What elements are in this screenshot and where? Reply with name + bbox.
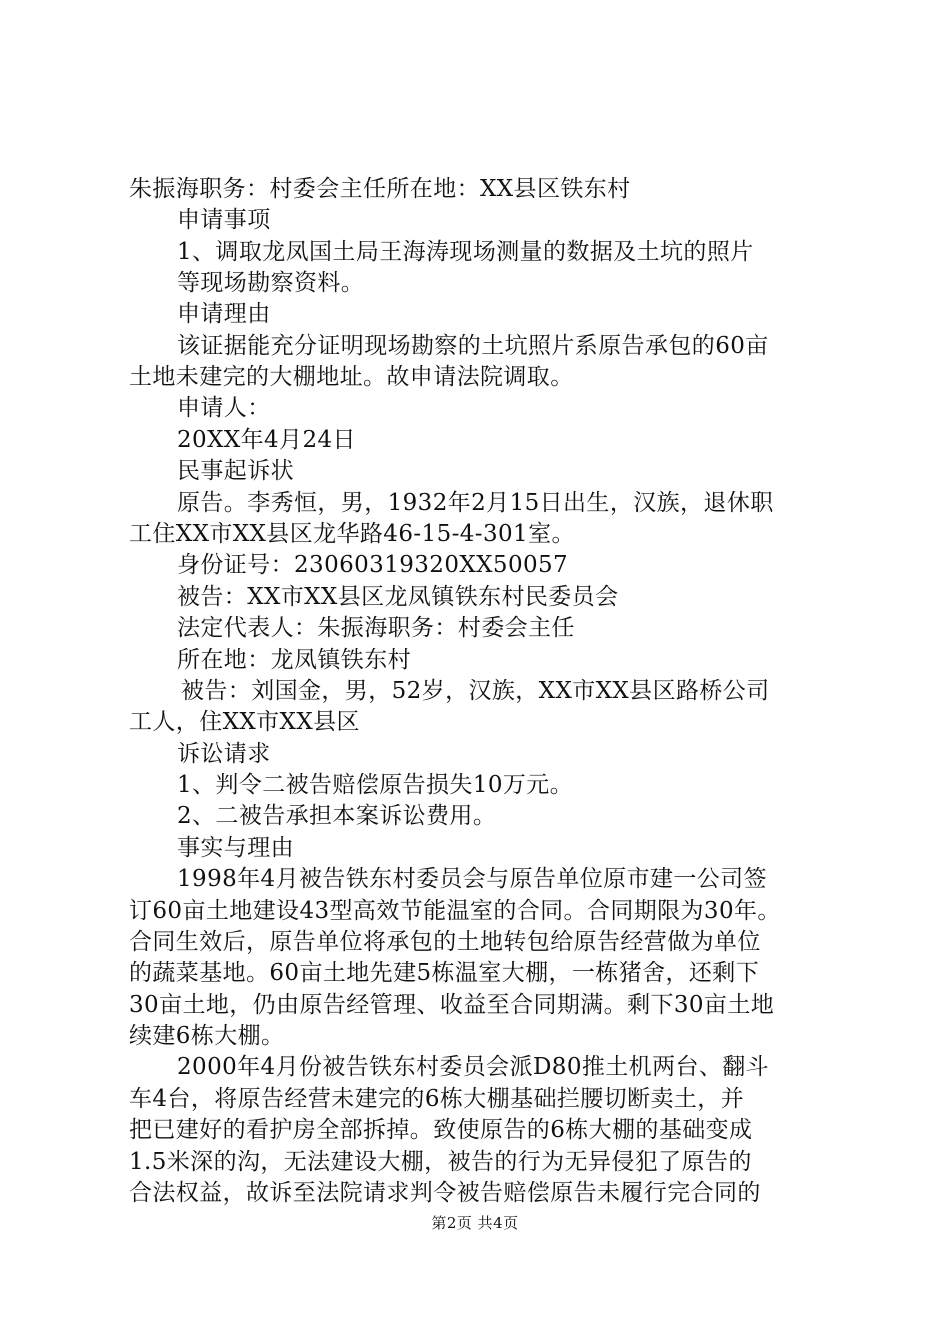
text-line: 工住XX市XX县区龙华路46-15-4-301室。 [129,521,575,547]
text-line: 1、判令二被告赔偿原告损失10万元。 [177,772,574,798]
text-line: 的蔬菜基地。60亩土地先建5栋温室大棚，一栋猪舍，还剩下 [129,960,760,986]
text-line: 工人，住XX市XX县区 [129,709,360,735]
text-line: 2、二被告承担本案诉讼费用。 [177,803,497,829]
text-line: 1998年4月被告铁东村委员会与原告单位原市建一公司签 [177,866,767,892]
text-line: 被告：XX市XX县区龙凤镇铁东村民委员会 [177,584,619,610]
text-line: 1.5米深的沟，无法建设大棚，被告的行为无异侵犯了原告的 [129,1149,752,1175]
section-heading: 申请理由 [177,301,271,327]
text-line: 土地未建完的大棚地址。故申请法院调取。 [129,364,574,390]
text-line: 2000年4月份被告铁东村委员会派D80推土机两台、翻斗 [177,1054,770,1080]
page-footer [0,1213,950,1233]
section-heading: 民事起诉状 [177,458,294,484]
text-line: 法定代表人：朱振海职务：村委会主任 [177,615,575,641]
text-line: 30亩土地，仍由原告经管理、收益至合同期满。剩下30亩土地 [129,992,775,1018]
text-line: 原告。李秀恒，男，1932年2月15日出生，汉族，退休职 [177,490,774,516]
section-heading: 诉讼请求 [177,741,271,767]
text-line: 朱振海职务：村委会主任所在地：XX县区铁东村 [129,176,631,202]
text-line: 1、调取龙凤国土局王海涛现场测量的数据及土坑的照片 [177,239,754,265]
text-line: 该证据能充分证明现场勘察的土坑照片系原告承包的60亩 [177,333,769,359]
page-number-indicator: 第2页 共4页 [431,1214,519,1232]
text-line: 等现场勘察资料。 [177,270,365,296]
section-heading: 申请事项 [177,207,271,233]
text-line: 合法权益，故诉至法院请求判令被告赔偿原告未履行完合同的 [129,1180,761,1206]
text-line: 订60亩土地建设43型高效节能温室的合同。合同期限为30年。 [129,898,781,924]
text-line: 所在地：龙凤镇铁东村 [177,647,411,673]
text-line: 把已建好的看护房全部拆掉。致使原告的6栋大棚的基础变成 [129,1117,753,1143]
text-line: 被告：刘国金，男，52岁，汉族，XX市XX县区路桥公司 [181,678,770,704]
text-line: 车4台，将原告经营未建完的6栋大棚基础拦腰切断卖土，并 [129,1086,745,1112]
text-line: 申请人： [177,395,271,421]
text-line: 合同生效后，原告单位将承包的土地转包给原告经营做为单位 [129,929,761,955]
text-line: 20XX年4月24日 [177,427,356,453]
text-line: 续建6栋大棚。 [129,1023,285,1049]
text-line: 身份证号：23060319320XX50057 [177,552,569,578]
section-heading: 事实与理由 [177,835,294,861]
